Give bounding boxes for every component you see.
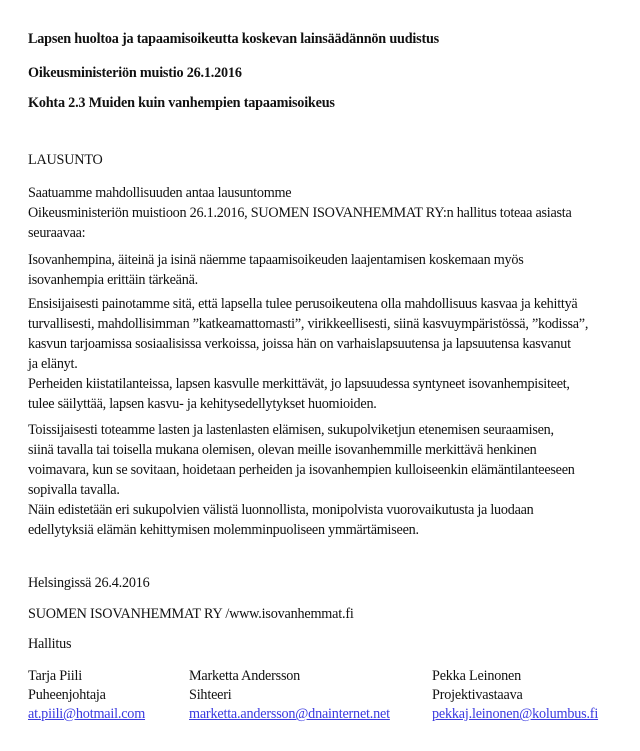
signatory-project-lead: [432, 667, 598, 724]
text-line: ja elänyt.: [28, 356, 78, 372]
text-line: isovanhempia erittäin tärkeänä.: [28, 272, 198, 288]
text-line: tulee säilyttää, lapsen kasvu- ja kehitysedellytykset huomioiden.: [28, 396, 377, 412]
document-title: Lapsen huoltoa ja tapaamisoikeutta koskevan lainsäädännön uudistus: [28, 31, 439, 47]
text-line: seuraavaa:: [28, 225, 86, 241]
text-line: Toissijaisesti toteamme lasten ja lastenlasten elämisen, sukupolviketjun etenemisen seuraamisen,: [28, 422, 554, 438]
text-line: Näin edistetään eri sukupolvien välistä luonnollista, monipolvista vuorovaikutusta ja luodaan: [28, 502, 534, 518]
intro-paragraph: [28, 183, 572, 243]
place-date: Helsingissä 26.4.2016: [28, 575, 150, 591]
organization-line: SUOMEN ISOVANHEMMAT RY /www.isovanhemmat.fi: [28, 606, 354, 622]
text-line: Isovanhempina, äiteinä ja isinä näemme tapaamisoikeuden laajentamisen koskemaan myös: [28, 252, 524, 268]
signatory-role: Projektivastaava: [432, 687, 523, 703]
signatory-name: Tarja Piili: [28, 668, 82, 684]
signatory-secretary: [189, 667, 390, 724]
text-line: Ensisijaisesti painotamme sitä, että lapsella tulee perusoikeutena olla mahdollisuus kasvaa ja kehittyä: [28, 296, 578, 312]
text-line: sopivalla tavalla.: [28, 482, 120, 498]
signatory-role: Puheenjohtaja: [28, 687, 106, 703]
statement-heading: LAUSUNTO: [28, 152, 103, 168]
signatory-name: Pekka Leinonen: [432, 668, 521, 684]
text-line: Saatuamme mahdollisuuden antaa lausuntomme: [28, 185, 292, 201]
signatory-name: Marketta Andersson: [189, 668, 301, 684]
section-heading: Kohta 2.3 Muiden kuin vanhempien tapaamisoikeus: [28, 95, 335, 111]
text-line: kasvun tarjoamissa sosiaalisissa verkoissa, joissa hän on varhaislapsuutensa ja lapsuutensa kasvanut: [28, 336, 571, 352]
board-label: Hallitus: [28, 636, 72, 652]
text-line: turvallisesti, mahdollisimman ”katkeamattomasti”, virikkeellisesti, siinä kasvuympäristössä, ”kodissa”,: [28, 316, 589, 332]
text-line: edellytyksiä elämän kehittymisen molemminpuoliseen ymmärtämiseen.: [28, 522, 419, 538]
paragraph-2: [28, 294, 588, 414]
text-line: siinä tavalla tai toisella mukana olemisen, olevan meille isovanhemmille merkittävä henkinen: [28, 442, 537, 458]
paragraph-1: [28, 250, 524, 290]
text-line: Oikeusministeriön muistioon 26.1.2016, SUOMEN ISOVANHEMMAT RY:n hallitus toteaa asiasta: [28, 205, 572, 221]
signatory-email-link[interactable]: pekkaj.leinonen@kolumbus.fi: [432, 706, 599, 722]
signatory-chair: [28, 667, 145, 724]
signatory-email-link[interactable]: marketta.andersson@dnainternet.net: [189, 706, 390, 722]
paragraph-3: [28, 420, 575, 540]
signatory-role: Sihteeri: [189, 687, 232, 703]
text-line: Perheiden kiistatilanteissa, lapsen kasvulle merkittävät, jo lapsuudessa syntyneet isovanhempisiteet,: [28, 376, 570, 392]
signatory-email-link[interactable]: at.piili@hotmail.com: [28, 706, 146, 722]
memo-reference: Oikeusministeriön muistio 26.1.2016: [28, 65, 242, 81]
text-line: voimavara, kun se sovitaan, hoidetaan perheiden ja isovanhempien kulloiseenkin elämäntilanteeseen: [28, 462, 575, 478]
